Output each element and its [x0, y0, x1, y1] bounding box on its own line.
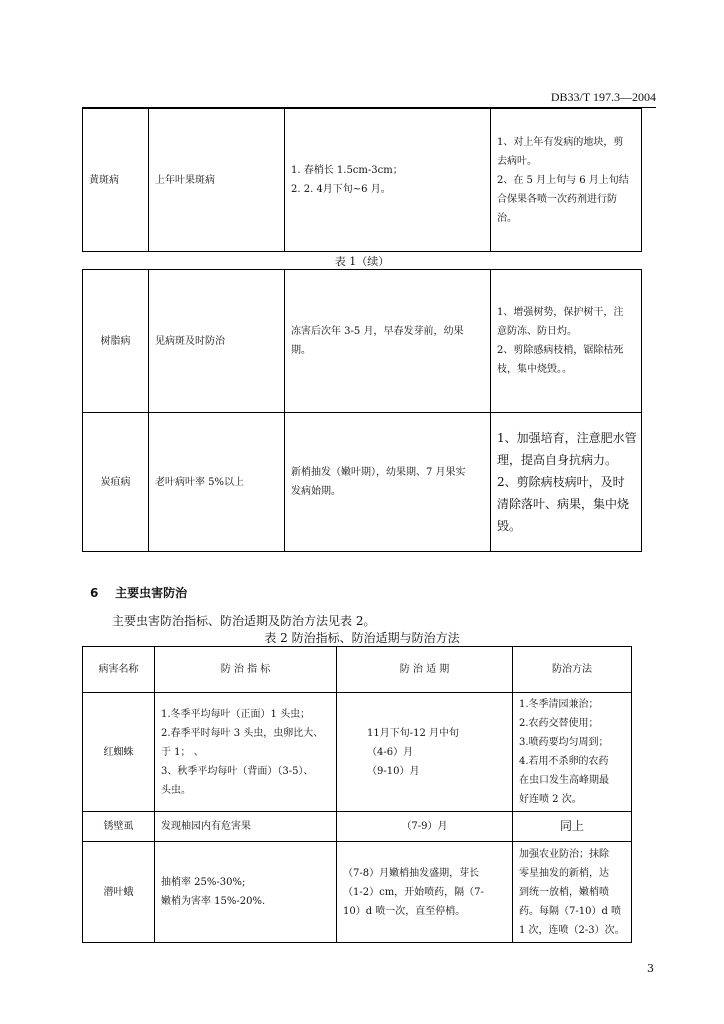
timing-cell: [285, 109, 491, 252]
method-line: 3.喷药要均匀周到；: [519, 737, 609, 748]
method-line: 理，提高自身抗病力。: [497, 453, 618, 467]
column-header: 病害名称: [83, 647, 155, 693]
method-line: 药。每隔（7-10）d 喷: [519, 905, 622, 917]
timing-line: 10）d 喷一次，直至停梢。: [343, 905, 466, 917]
table-row: [83, 693, 632, 812]
body-paragraph: 主要虫害防治指标、防治适期及防治方法见表 2。: [112, 614, 376, 628]
indicator-cell: 发现柚园内有危害果: [155, 812, 337, 842]
method-line: 2、剪除感病枝梢，锯除枯死: [497, 345, 624, 356]
timing-cell: [337, 842, 513, 943]
timing-line: （7-8）月嫩梢抽发盛期，芽长: [343, 867, 480, 879]
table2-caption: 表 2 防治指标、防治适期与防治方法: [264, 631, 460, 645]
section-heading: [90, 584, 187, 601]
indicator-cell: 见病斑及时防治: [149, 270, 285, 413]
method-line: 零星抽发的新梢，达: [519, 867, 609, 879]
table-header-row: [83, 647, 632, 693]
timing-cell: [337, 693, 513, 812]
indicator-line: 头虫。: [161, 784, 191, 796]
timing-line: 2. 2. 4月下旬~6 月。: [291, 184, 391, 195]
method-line: 1.冬季清园兼治；: [519, 699, 599, 710]
method-line: 治。: [497, 212, 517, 224]
section-number: 6: [90, 586, 99, 600]
timing-line: 期。: [291, 345, 311, 356]
table-row: [83, 842, 632, 943]
indicator-cell: 老叶病叶率 5%以上: [149, 413, 285, 552]
indicator-line: 3、秋季平均每叶（背面）（3-5）、: [161, 765, 314, 777]
method-line: 清除落叶、病果，集中烧: [497, 497, 630, 511]
timing-line: （9-10）月: [367, 765, 420, 777]
method-line: 2、在 5 月上旬与 6 月上旬结: [497, 174, 629, 186]
method-line: 合保果各喷一次药剂进行防: [497, 193, 617, 205]
disease-name: 树脂病: [83, 270, 149, 413]
method-line: 好连喷 2 次。: [519, 794, 582, 805]
method-line: 1 次，连喷（2-3）次。: [519, 924, 625, 936]
timing-line: （4-6）月: [367, 746, 414, 758]
document-code: DB33/T 197.3—2004: [550, 90, 656, 104]
table1-continued: [82, 269, 642, 552]
method-line: 4.若用不杀卵的农药: [519, 756, 609, 767]
pest-name: 红蜘蛛: [83, 693, 155, 812]
page-number: 3: [647, 962, 654, 975]
method-line: 在虫口发生高峰期最: [519, 775, 609, 786]
timing-cell: [285, 413, 491, 552]
indicator-line: 抽梢率 25%-30%;: [161, 877, 246, 888]
column-header: 防 治 适 期: [337, 647, 513, 693]
method-line: 去病叶。: [497, 155, 537, 167]
disease-name: 炭疽病: [83, 413, 149, 552]
table-row: [83, 812, 632, 842]
method-cell: [513, 693, 632, 812]
indicator-cell: 上年叶果斑病: [149, 109, 285, 252]
timing-line: （1-2）cm，开始喷药，隔（7-: [343, 886, 484, 898]
indicator-cell: [155, 842, 337, 943]
method-line: 1、增强树势，保护树干，注: [497, 307, 624, 318]
table-row: [83, 270, 642, 413]
column-header: 防治方法: [513, 647, 632, 693]
section-title: 主要虫害防治: [115, 586, 188, 600]
timing-line: 冻害后次年 3-5 月，早春发芽前，幼果: [291, 326, 464, 337]
timing-line: 发病始期。: [291, 486, 341, 497]
timing-cell: （7-9）月: [337, 812, 513, 842]
timing-line: 1. 春梢长 1.5cm-3cm；: [291, 165, 403, 176]
timing-line: 新梢抽发（嫩叶期），幼果期、7 月果实: [291, 467, 466, 478]
table-row: [83, 413, 642, 552]
pest-name: 锈壁虱: [83, 812, 155, 842]
method-line: 毁。: [497, 519, 522, 533]
indicator-line: 嫩梢为害率 15%-20%.: [161, 896, 266, 907]
method-cell: [491, 270, 642, 413]
indicator-cell: [155, 693, 337, 812]
table1-continued-caption: 表 1（续）: [334, 255, 390, 268]
timing-line: 11月下旬-12 月中旬: [367, 727, 460, 739]
table1-top: [82, 108, 642, 252]
method-line: 2、剪除病枝病叶，及时: [497, 475, 625, 489]
table-row: [83, 109, 642, 252]
method-line: 2.农药交替使用；: [519, 718, 599, 729]
method-cell: 同上: [513, 812, 632, 842]
method-cell: [513, 842, 632, 943]
method-line: 枝，集中烧毁。。: [497, 364, 572, 375]
indicator-line: 于 1； 、: [161, 746, 204, 758]
method-line: 意防冻、防日灼。: [497, 326, 577, 337]
indicator-line: 1.冬季平均每叶（正面）1 头虫；: [161, 708, 311, 720]
method-line: 到统一放梢，嫩梢喷: [519, 886, 609, 898]
pest-name: 潜叶蛾: [83, 842, 155, 943]
method-cell: [491, 109, 642, 252]
column-header: 防 治 指 标: [155, 647, 337, 693]
indicator-line: 2.春季平时每叶 3 头虫，虫卵比大、: [161, 727, 324, 739]
method-line: 1、加强培育，注意肥水管: [497, 431, 637, 445]
table2: [82, 646, 632, 943]
timing-cell: [285, 270, 491, 413]
method-line: 1、对上年有发病的地块，剪: [497, 136, 624, 148]
disease-name: 黄斑病: [83, 109, 149, 252]
method-cell: [491, 413, 642, 552]
method-line: 加强农业防治；抹除: [519, 848, 609, 860]
